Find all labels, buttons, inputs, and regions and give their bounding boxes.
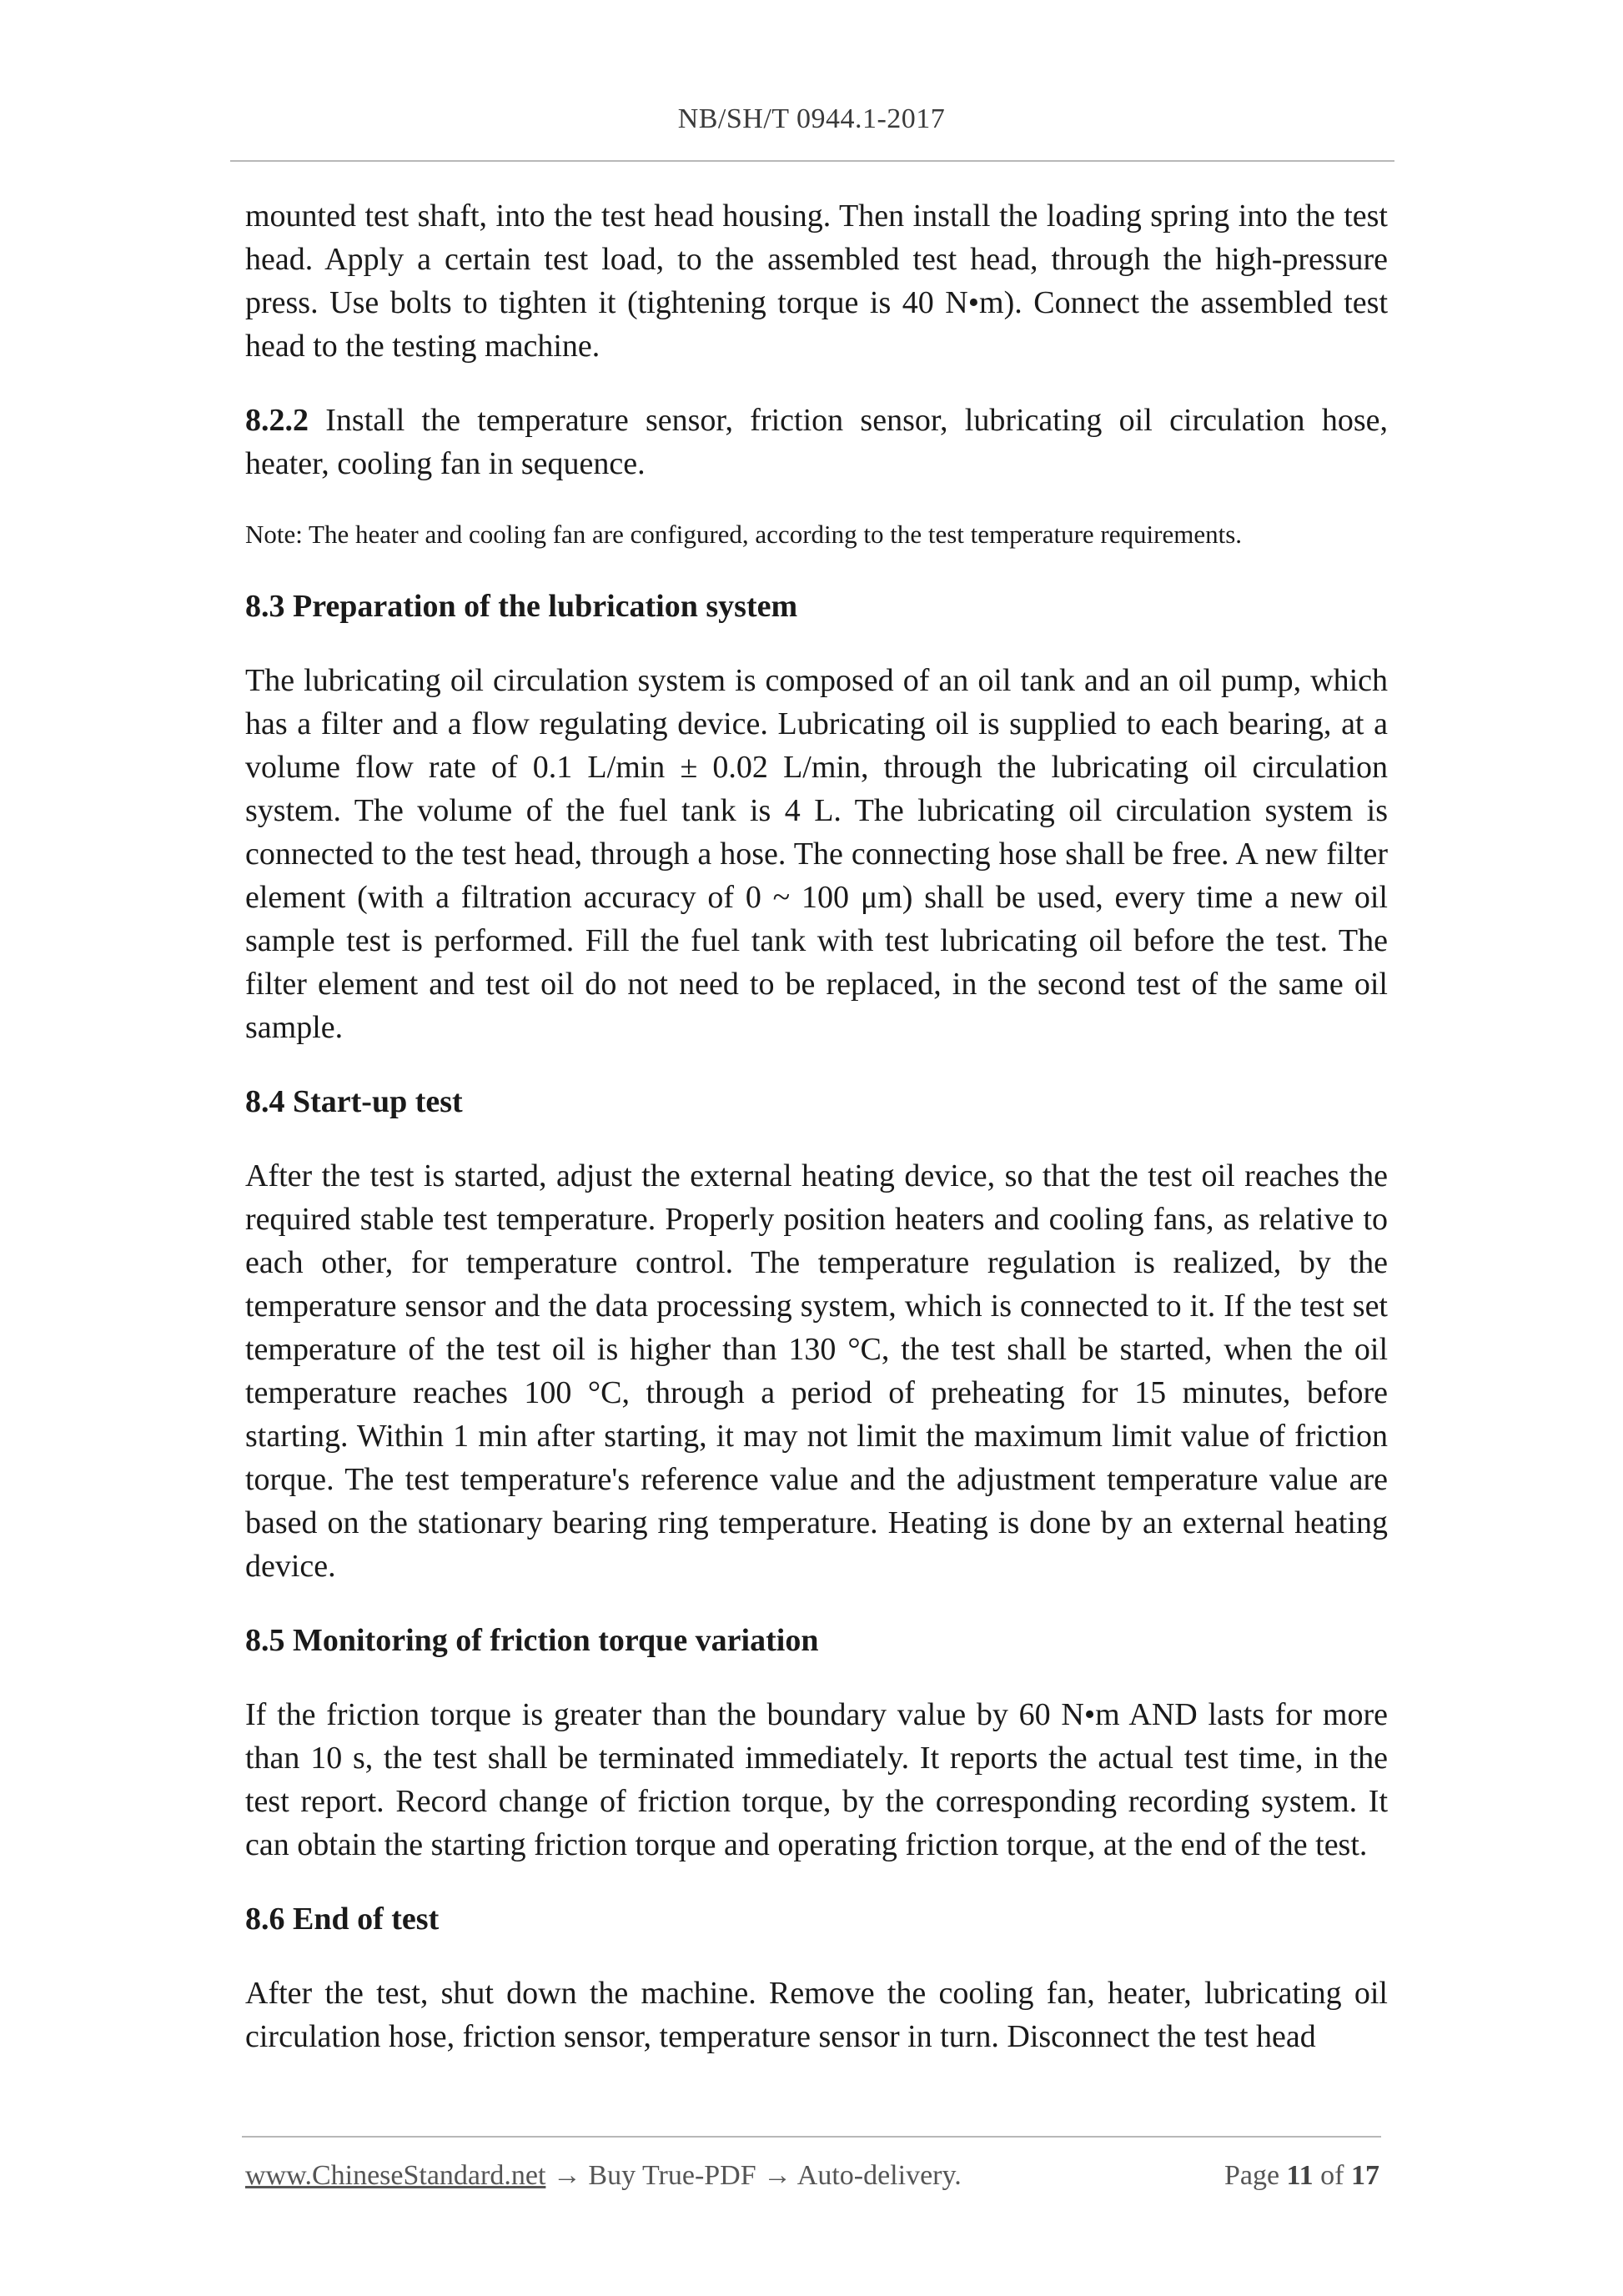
page-current: 11	[1286, 2160, 1314, 2191]
page-indicator	[1224, 2160, 1379, 2192]
paragraph-8-6: After the test, shut down the machine. Remove the cooling fan, heater, lubricating oil circulation hose, friction sensor, temperature sensor in turn. Disconnect the test head	[245, 1976, 1388, 2054]
footer-left	[245, 2160, 962, 2192]
paragraph-continued: mounted test shaft, into the test head housing. Then install the loading spring into the test head. Apply a certain test load, to the assembled test head, through the high-pressure press. Use bolts to tighten it (tightening torque is 40 N•m). Connect the assembled test head to the testing machine.	[245, 198, 1388, 364]
page-total: 17	[1351, 2160, 1379, 2191]
clause-8-2-2	[245, 399, 1388, 485]
header-divider	[230, 160, 1394, 162]
clause-number: 8.2.2	[245, 403, 309, 438]
heading-8-4: 8.4 Start-up test	[245, 1084, 463, 1119]
standard-code: NB/SH/T 0944.1-2017	[677, 103, 946, 134]
heading-8-3: 8.3 Preparation of the lubrication system	[245, 589, 798, 624]
clause-text: Install the temperature sensor, friction sensor, lubricating oil circulation hose, heater, cooling fan in sequence.	[245, 403, 1388, 481]
footer-divider	[242, 2136, 1381, 2138]
of-label: of	[1313, 2160, 1351, 2191]
paragraph-8-4: After the test is started, adjust the external heating device, so that the test oil reaches the required stable test temperature. Properly position heaters and cooling fans, as relative to each other, for temperature control. The temperature regulation is realized, by the temperature sensor and the data processing system, which is connected to it. If the test set temperature of the test oil is higher than 130 °C, the test shall be started, when the oil temperature reaches 100 °C, through a period of preheating for 15 minutes, before starting. Within 1 min after starting, it may not limit the maximum limit value of friction torque. The test temperature's reference value and the adjustment temperature value are based on the stationary bearing ring temperature. Heating is done by an external heating device.	[245, 1158, 1388, 1584]
heading-8-6: 8.6 End of test	[245, 1902, 440, 1937]
paragraph-8-3: The lubricating oil circulation system is composed of an oil tank and an oil pump, which has a filter and a flow regulating device. Lubricating oil is supplied to each bearing, at a volume flow rate of 0.1 L/min ± 0.02 L/min, through the lubricating oil circulation system. The volume of the fuel tank is 4 L. The lubricating oil circulation system is connected to the test head, through a hose. The connecting hose shall be free. A new filter element (with a filtration accuracy of 0 ~ 100 μm) shall be used, every time a new oil sample test is performed. Fill the fuel tank with test lubricating oil before the test. The filter element and test oil do not need to be replaced, in the second test of the same oil sample.	[245, 663, 1388, 1045]
site-link[interactable]: www.ChineseStandard.net	[245, 2160, 546, 2191]
document-body	[245, 194, 1388, 2089]
page-header	[0, 103, 1623, 135]
page-label: Page	[1224, 2160, 1287, 2191]
page-footer	[245, 2160, 1379, 2192]
promo-text: → Buy True-PDF → Auto-delivery.	[545, 2160, 962, 2191]
paragraph-8-5: If the friction torque is greater than the boundary value by 60 N•m AND lasts for more than 10 s, the test shall be terminated immediately. It reports the actual test time, in the test report. Record change of friction torque, by the corresponding recording system. It can obtain the starting friction torque and operating friction torque, at the end of the test.	[245, 1697, 1388, 1862]
heading-8-5: 8.5 Monitoring of friction torque variation	[245, 1623, 819, 1658]
note: Note: The heater and cooling fan are configured, according to the test temperature requirements.	[245, 520, 1243, 549]
